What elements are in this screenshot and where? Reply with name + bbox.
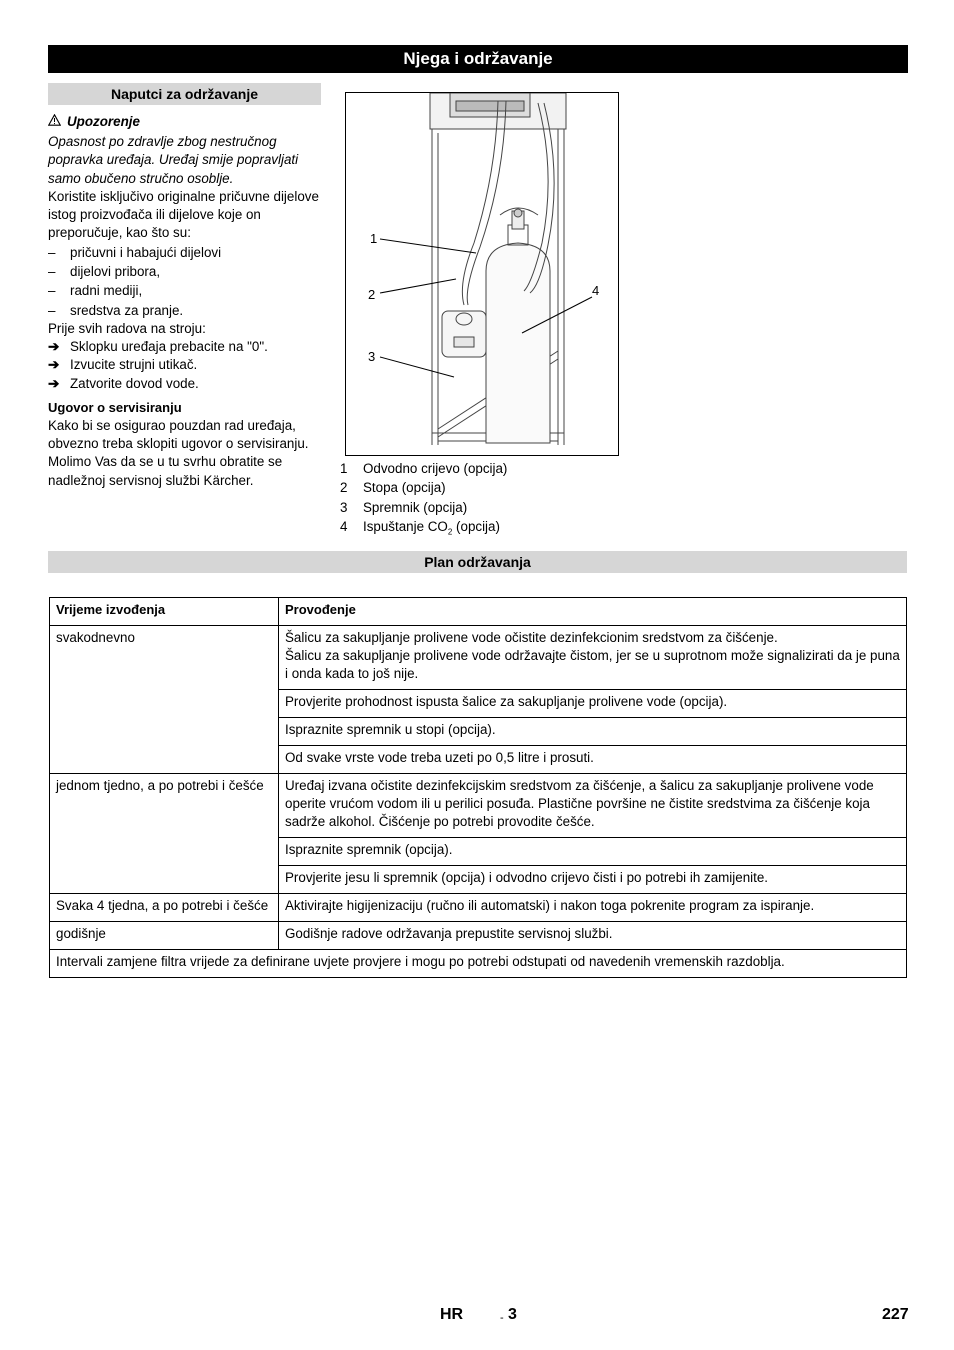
callout-3: 3 bbox=[368, 349, 376, 364]
before-work-text: Prije svih radova na stroju: bbox=[48, 320, 206, 336]
legend-item: 1 Odvodno crijevo (opcija) bbox=[340, 461, 508, 476]
task-cell: Ispraznite spremnik u stopi (opcija). bbox=[279, 718, 907, 746]
table-row bbox=[50, 774, 907, 838]
column-header-action: Provođenje bbox=[279, 598, 907, 626]
table-row bbox=[50, 626, 907, 690]
service-contract-text: Kako bi se osigurao pouzdan rad uređaja, obvezno treba sklopiti ugovor o servisiranju. Molimo Vas da se u tu svrhu obratite se nadležnoj servisnoj službi Kärcher. bbox=[48, 418, 309, 488]
legend-item: 4 Ispuštanje $CO_2$ (opcija) bbox=[340, 519, 500, 537]
list-item: – radni mediji, bbox=[48, 283, 143, 299]
task-cell: Provjerite jesu li spremnik (opcija) i odvodno crijevo čisti i po potrebi ih zamijenite. bbox=[279, 866, 907, 894]
service-contract-heading: Ugovor o servisiranju bbox=[48, 399, 182, 415]
step-item: ➔ Zatvorite dovod vode. bbox=[48, 375, 323, 393]
section-heading-maintenance-plan: Plan održavanja bbox=[48, 551, 907, 573]
footer-language: HR bbox=[440, 1306, 464, 1323]
maintenance-instructions-text bbox=[48, 113, 323, 490]
table-row bbox=[50, 894, 907, 922]
parts-intro: Koristite isključivo originalne pričuvne dijelove istog proizvođača ili dijelove koje on preporučuje, kao što su: bbox=[48, 188, 319, 241]
water-dispenser-drawing bbox=[346, 93, 618, 455]
task-cell: Godišnje radove održavanja prepustite servisnoj službi. bbox=[279, 922, 907, 950]
time-cell: godišnje bbox=[50, 922, 279, 950]
warning-triangle-icon bbox=[48, 113, 61, 131]
maintenance-plan-table bbox=[49, 597, 907, 978]
footer-dash: - bbox=[500, 1312, 504, 1324]
task-cell: Uređaj izvana očistite dezinfekcijskim sredstvom za čišćenje, a šalicu za sakupljanje prolivene vode operite vrućom vodom ili u perilici posuđa. Plastične površine ne čistite sredstvima za čišćenje koja sadrže alkohol. Čišćenje po potrebi provodite češće. bbox=[279, 774, 907, 838]
table-row bbox=[50, 922, 907, 950]
device-illustration bbox=[345, 92, 619, 456]
list-item: – dijelovi pribora, bbox=[48, 264, 161, 279]
footer-page-number: 227 bbox=[882, 1306, 909, 1323]
footer-section-page: 3 bbox=[508, 1306, 517, 1323]
task-cell: Od svake vrste vode treba uzeti po 0,5 litre i prosuti. bbox=[279, 746, 907, 774]
task-cell: Ispraznite spremnik (opcija). bbox=[279, 838, 907, 866]
time-cell: Svaka 4 tjedna, a po potrebi i češće bbox=[50, 894, 279, 922]
figure-legend bbox=[340, 460, 640, 543]
callout-1: 1 bbox=[370, 231, 378, 246]
time-cell: svakodnevno bbox=[50, 626, 279, 774]
task-cell: Aktivirajte higijenizaciju (ručno ili automatski) i nakon toga pokrenite program za ispiranje. bbox=[279, 894, 907, 922]
table-header-row bbox=[50, 598, 907, 626]
legend-item: 2 Stopa (opcija) bbox=[340, 480, 446, 496]
column-header-time: Vrijeme izvođenja bbox=[50, 598, 279, 626]
callout-4: 4 bbox=[592, 283, 600, 298]
table-footnote: Intervali zamjene filtra vrijede za definirane uvjete provjere i mogu po potrebi odstupati od navedenih vremenskih razdoblja. bbox=[50, 950, 907, 978]
arrow-right-icon: ➔ bbox=[48, 375, 60, 391]
time-cell: jednom tjedno, a po potrebi i češće bbox=[50, 774, 279, 894]
task-cell: Šalicu za sakupljanje prolivene vode očistite dezinfekcionim sredstvom za čišćenje. Šalicu za sakupljanje prolivene vode održavajte čistom, jer se u suprotnom može signalizirati da je puna i onda kada to još nije. bbox=[279, 626, 907, 690]
list-item: – pričuvni i habajući dijelovi bbox=[48, 244, 222, 260]
arrow-right-icon: ➔ bbox=[48, 357, 60, 373]
legend-item: 3 Spremnik (opcija) bbox=[340, 499, 468, 515]
section-heading-maintenance-instructions: Naputci za održavanje bbox=[48, 83, 321, 105]
warning-text: Opasnost po zdravlje zbog nestručnog popravka uređaja. Uređaj smije popravljati samo obučeno stručno osoblje. bbox=[48, 134, 299, 186]
task-cell: Provjerite prohodnost ispusta šalice za sakupljanje prolivene vode (opcija). bbox=[279, 690, 907, 718]
callout-2: 2 bbox=[368, 287, 376, 302]
list-item: – sredstva za pranje. bbox=[48, 302, 184, 318]
warning-label: Upozorenje bbox=[67, 114, 140, 129]
table-footnote-row bbox=[50, 950, 907, 978]
arrow-right-icon: ➔ bbox=[48, 339, 60, 355]
warning-heading bbox=[48, 113, 323, 131]
step-item: ➔ Izvucite strujni utikač. bbox=[48, 356, 323, 374]
page-title: Njega i održavanje bbox=[48, 45, 908, 73]
step-item: ➔ Sklopku uređaja prebacite na "0". bbox=[48, 338, 323, 356]
